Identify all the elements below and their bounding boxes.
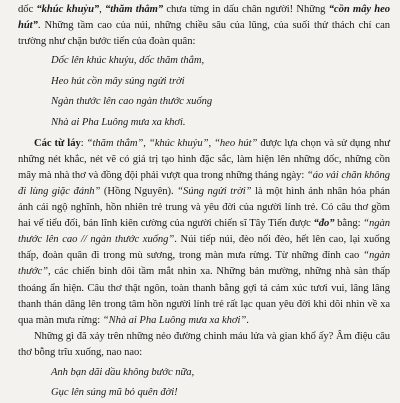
emphasized-text: “khúc khuỷu”	[148, 137, 209, 149]
emphasized-text: “ngàn thước”	[18, 250, 390, 278]
body-paragraph	[18, 136, 390, 329]
text-run: chưa từng in dấu chân người! Những	[163, 4, 329, 15]
verse-line: Dốc lên khúc khuỷu, dốc thăm thẳm,	[51, 55, 205, 67]
emphasized-text: “ngàn thước lên cao // ngàn thước xuống”	[18, 218, 391, 246]
verse-line: Gục lên súng mũ bỏ quên đời!	[51, 386, 178, 398]
text-run: .	[246, 314, 249, 326]
text-run: bằng:	[334, 218, 364, 230]
text-run: ,	[99, 4, 106, 15]
quoted-verses	[18, 51, 390, 133]
emphasized-text: “Nhà ai Pha Luông mưa xa khơi”	[102, 314, 247, 326]
text-run: , các chiến binh dõi tầm mắt nhìn xa. Những bản mường, những nhà sàn thấp thoáng ẩn hiện. Câu thơ thật ngôn, toàn thanh bằng gợi tả cảm xúc tươi vui, lâng lâng thanh thản dâng lên trong tâm hồn người lính trẻ rất lạc quan yêu đời khi dõi nhìn về xa qua màn mưa rừng:	[18, 266, 390, 326]
text-run: :	[80, 137, 87, 149]
emphasized-text: “khúc khuỷu”	[36, 4, 100, 15]
text-run: Những gì đã xảy trên những nẻo đường chinh máu lửa và gian khổ ấy? Âm điệu câu thơ bỗng trĩu xuống, nao nao:	[18, 330, 390, 358]
body-paragraph	[18, 2, 390, 50]
body-paragraph	[18, 329, 390, 361]
text-run: ,	[143, 137, 149, 149]
verse-line: Ngàn thước lên cao ngàn thước xuống	[51, 96, 213, 108]
poem-excerpt	[18, 363, 390, 403]
emphasized-text: “Súng ngửi trời”	[177, 185, 252, 197]
emphasized-text: “thăm thẳm”	[105, 4, 164, 15]
emphasized-text: “áo vải chăn không đi lùng giặc đánh”	[18, 169, 390, 197]
text-run: được lựa chọn và sử dụng như những nét khắc, nét vẽ có giá trị tạo hình đặc sắc, làm hiện lên những dốc, những cồn mây mà nhà thơ và đồng đội phải vượt qua trong những tháng ngày:	[18, 137, 390, 181]
emphasized-text: “cồn mây heo hút”	[18, 4, 391, 32]
text-run: là một hình ảnh nhân hóa phản ánh cái ngộ nghĩnh, hồn nhiên trẻ trung và yêu đời của người lính trẻ. Có câu thơ gồm hai vế tiểu đối, bản lĩnh kiên cường của người chiến sĩ Tây Tiến được	[18, 185, 390, 230]
text-run: . Những tầm cao của núi, những chiều sâu của lũng, của suối thử thách chí can trường như chặn bước tiến của đoàn quân:	[18, 20, 390, 48]
emphasized-text: “thăm thẳm”	[86, 137, 144, 149]
verse-line: Anh bạn dãi dầu không bước nữa,	[51, 366, 195, 378]
verse-line: Heo hút cồn mây súng ngửi trời	[51, 75, 185, 87]
emphasized-text: Các từ láy	[34, 137, 81, 149]
text-run: dốc	[18, 4, 37, 15]
text-run: (Hồng Nguyên).	[100, 185, 178, 197]
emphasized-text: “heo hút”	[214, 137, 258, 149]
verse-line: Nhà ai Pha Luông mưa xa khơi.	[51, 117, 186, 129]
emphasized-text: “đo”	[313, 218, 335, 230]
text-run: . Núi tiếp núi, đèo nối đèo, hết lên cao, lại xuống thấp, đoàn quân đi trong mù sương, trong màn mưa rừng. Từ những đỉnh cao	[18, 234, 390, 262]
text-run: ,	[208, 137, 215, 149]
